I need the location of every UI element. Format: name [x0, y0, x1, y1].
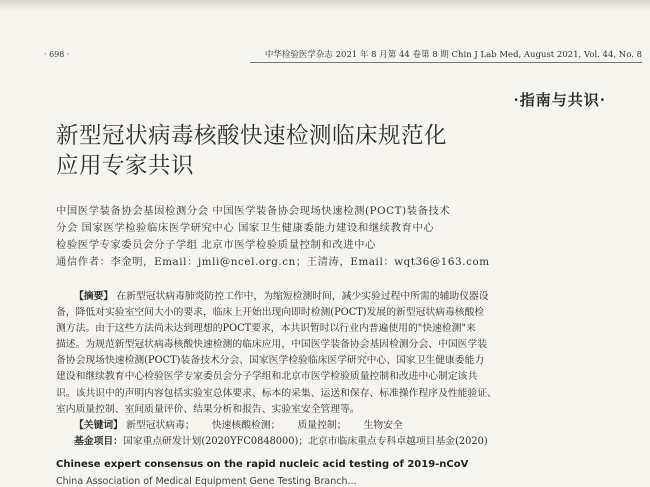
abstract-line-6: 建设和继续教育中心检验医学专家委员会分子学组和北京市医学检验质量控制和改进中心制定该共 — [56, 371, 478, 383]
keywords-row — [56, 418, 492, 434]
keyword: 质量控制； — [297, 419, 347, 431]
journal-running-head: 中华检验医学杂志 2021 年 8 月第 44 卷第 8 期 Chin J Lab Med, August 2021, Vol. 44, No. 8 — [264, 50, 642, 60]
english-title: Chinese expert consensus on the rapid nucleic acid testing of 2019-nCoV — [56, 459, 469, 470]
abstract-block — [56, 289, 497, 450]
abstract-line-1: 【摘要】 在新型冠状病毒肺炎防控工作中，为缩短检测时间，减少实验过程中所需的辅助仪器设 — [74, 291, 489, 302]
english-authors-partial: China Association of Medical Equipment Gene Testing Branch... — [56, 476, 357, 487]
page-top-shadow — [0, 0, 650, 10]
article-title — [56, 121, 526, 181]
page-number: · 698 · — [44, 50, 70, 59]
affiliation-line-1: 中国医学装备协会基因检测分会 中国医学装备协会现场快速检测(POCT)装备技术 — [56, 205, 451, 217]
section-label: ·指南与共识· — [513, 91, 606, 109]
author-affiliations — [56, 203, 496, 271]
corresponding-authors: 通信作者：李金明，Email：jmli@ncel.org.cn；王清涛，Email：wqt36@163.com — [56, 256, 490, 268]
keyword: 快速核酸检测； — [211, 419, 281, 431]
title-line-2: 应用专家共识 — [56, 153, 195, 179]
abstract-line-8: 室内质量控制、室间质量评价、结果分析和报告、实验室安全管理等。 — [56, 403, 360, 415]
abstract-line-3: 测方法。由于这些方法尚未达到理想的POCT要求，本共识暂时以行业内普遍使用的"快速检测"来 — [56, 323, 476, 335]
affiliation-line-3: 检验医学专家委员会分子学组 北京市医学检验质量控制和改进中心 — [56, 239, 376, 251]
abstract-line-4: 描述。为规范新型冠状病毒核酸快速检测的临床应用，中国医学装备协会基因检测分会、中国医学装 — [56, 339, 488, 351]
abstract-label: 【摘要】 — [74, 291, 114, 302]
funding-row — [56, 434, 492, 450]
running-head-rule — [250, 62, 642, 63]
funding-text: 国家重点研发计划(2020YFC0848000)；北京市临床重点专科卓越项目基金(2020) — [122, 435, 488, 447]
keyword: 新型冠状病毒； — [126, 419, 195, 431]
keyword: 生物安全 — [363, 419, 403, 431]
abstract-line-7: 识。该共识中的声明内容包括实验室总体要求、标本的采集、运送和保存、标准操作程序及性能验证、 — [56, 387, 497, 399]
title-line-1: 新型冠状病毒核酸快速检测临床规范化 — [56, 123, 448, 149]
abstract-line-2: 备，降低对实验室空间大小的要求，临床上开始出现向即时检测(POCT)发展的新型冠状病毒核酸检 — [56, 307, 485, 319]
keywords-label: 【关键词】 — [74, 419, 123, 431]
affiliation-line-2: 分会 国家医学检验临床医学研究中心 国家卫生健康委能力建设和继续教育中心 — [56, 222, 435, 234]
abstract-line-5: 备协会现场快速检测(POCT)装备技术分会、国家医学检验临床医学研究中心、国家卫生健康委能力 — [56, 355, 485, 367]
funding-label: 基金项目： — [74, 435, 123, 447]
